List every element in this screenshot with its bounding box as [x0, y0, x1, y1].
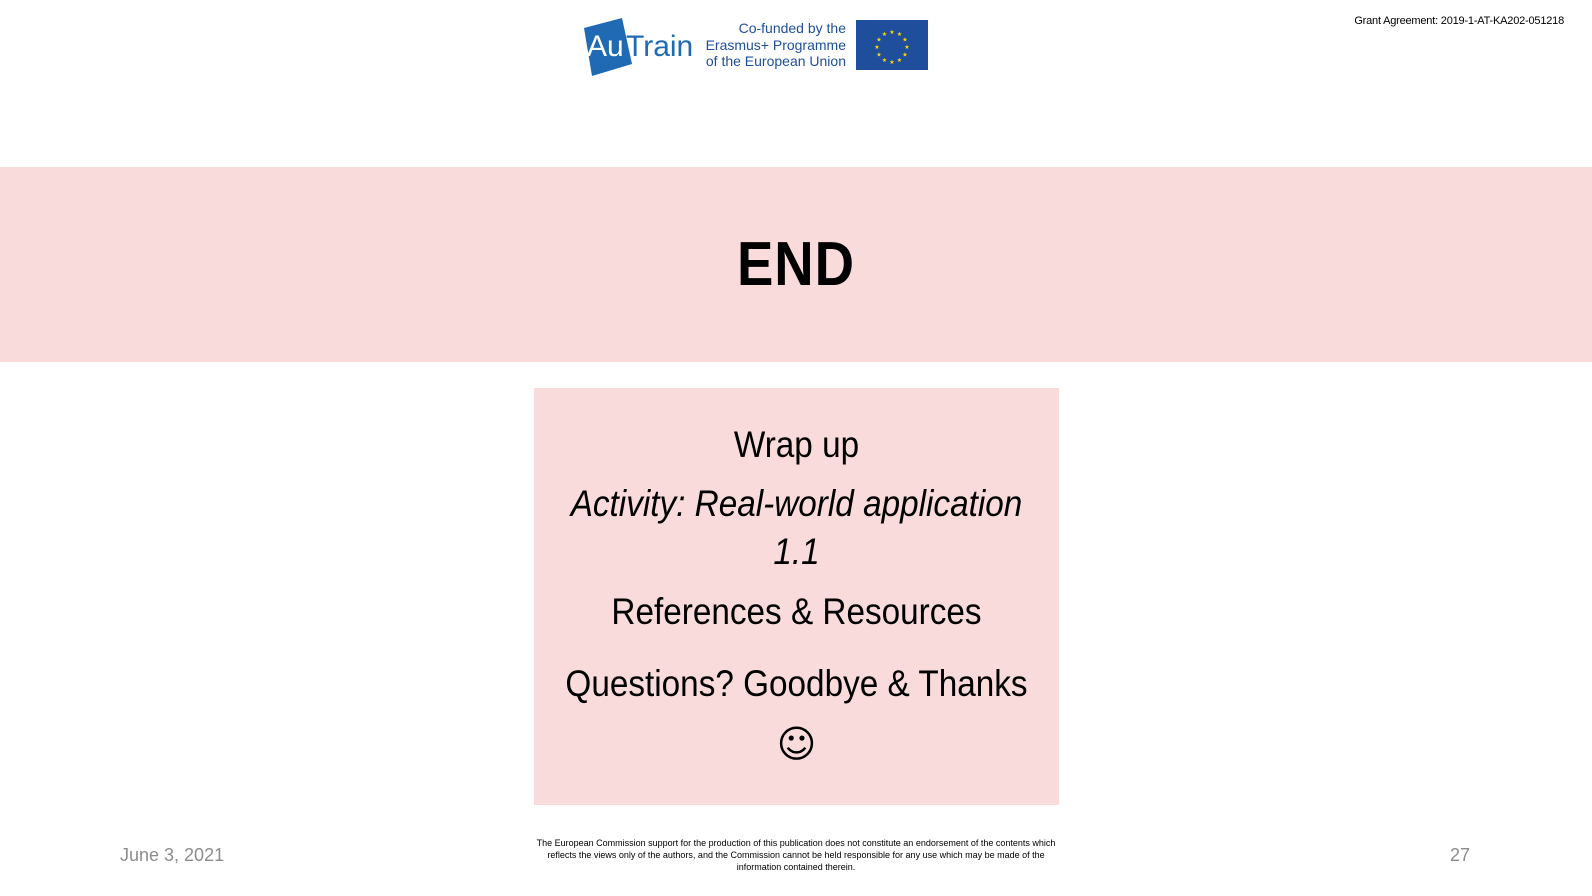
item-questions: Questions? Goodbye & Thanks: [565, 663, 1028, 704]
svg-text:★: ★: [881, 57, 888, 64]
svg-text:★: ★: [889, 59, 895, 66]
cofunded-line-2: Erasmus+ Programme: [705, 36, 846, 53]
grant-agreement: Grant Agreement: 2019-1-AT-KA202-051218: [1354, 15, 1564, 27]
svg-text:★: ★: [902, 51, 908, 59]
svg-text:★: ★: [881, 31, 888, 38]
slide-date: June 3, 2021: [120, 845, 225, 865]
page-number: 27: [1450, 845, 1471, 865]
item-wrap-up: Wrap up: [733, 424, 860, 465]
svg-text:★: ★: [904, 44, 910, 51]
agenda-box: [534, 388, 1059, 805]
smiley-icon: ☺: [776, 722, 817, 766]
eu-disclaimer: The European Commission support for the production of this publication does not constitute an endorsement of the contents which reflects the views only of the authors, and the Commission cannot be held responsible for any use which may be made of the information contained therein.: [536, 838, 1056, 872]
cofunded-text: [698, 20, 846, 70]
svg-text:★: ★: [876, 36, 882, 44]
slide-title: END: [737, 230, 855, 299]
eu-flag-icon: [856, 20, 928, 70]
svg-text:Au: Au: [587, 30, 624, 63]
cofunded-line-3: of the European Union: [705, 53, 846, 69]
item-activity-line-1: Activity: Real-world application: [570, 483, 1023, 524]
svg-text:★: ★: [896, 57, 903, 64]
item-activity-line-2: 1.1: [773, 531, 820, 572]
autrain-logo: [576, 14, 694, 78]
svg-text:★: ★: [902, 36, 908, 44]
svg-text:★: ★: [889, 29, 895, 36]
svg-text:Train: Train: [626, 30, 694, 63]
title-band: [0, 167, 1592, 362]
cofunded-line-1: Co-funded by the: [738, 20, 846, 36]
svg-text:★: ★: [874, 44, 880, 51]
header-logos: [576, 14, 932, 78]
item-references: References & Resources: [611, 591, 982, 632]
svg-text:★: ★: [876, 51, 882, 59]
svg-text:★: ★: [896, 31, 903, 38]
item-activity: [560, 480, 1033, 576]
